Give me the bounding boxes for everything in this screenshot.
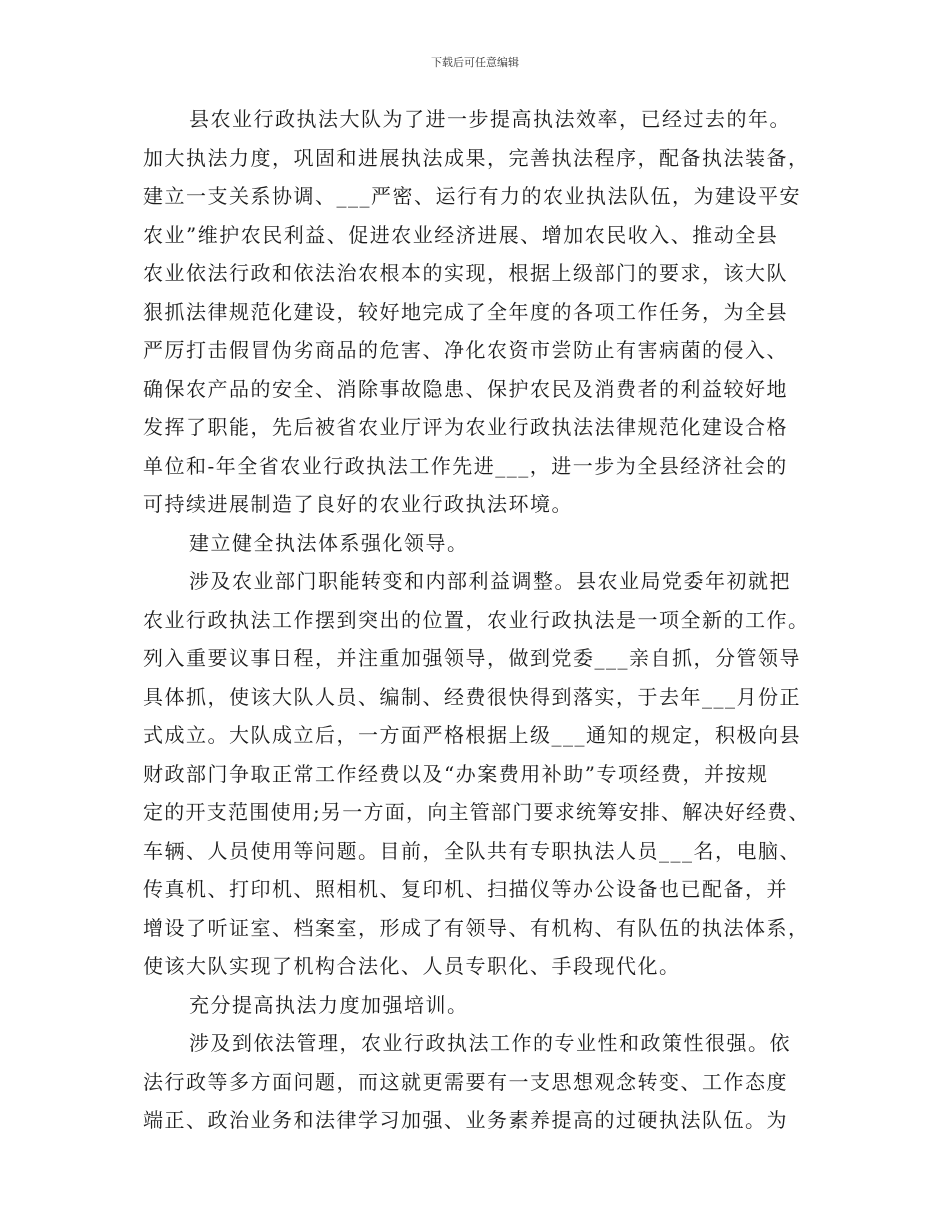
text-line: 式成立。大队成立后，一方面严格根据上级___通知的规定，积极向县 [143,723,801,747]
text-line: 使该大队实现了机构合法化、人员专职化、手段现代化。 [143,954,681,978]
text-line: 发挥了职能，先后被省农业厅评为农业行政执法法律规范化建设合格 [143,415,788,439]
page-header: 下载后可任意编辑 [431,56,519,69]
text-line: 单位和-年全省农业行政执法工作先进___，进一步为全县经济社会的 [143,453,788,478]
section-heading: 建立健全执法体系强化领导。 [189,530,469,555]
text-line: 列入重要议事日程，并注重加强领导，做到党委___亲自抓，分管领导 [143,646,801,670]
text-line: 法行政等多方面问题，而这就更需要有一支思想观念转变、工作态度 [143,1069,788,1094]
text-line: 增设了听证室、档案室，形成了有领导、有机构、有队伍的执法体系， [143,915,810,940]
text-line: 传真机、打印机、照相机、复印机、扫描仪等办公设备也已配备，并 [143,877,788,901]
text-line: 农业”维护农民利益、促进农业经济进展、增加农民收入、推动全县 [143,222,779,247]
text-line: 车辆、人员使用等问题。目前，全队共有专职执法人员___名，电脑、 [143,838,801,863]
text-line: 严厉打击假冒伪劣商品的危害、净化农资市尝防止有害病菌的侵入、 [143,338,788,362]
text-line: 可持续进展制造了良好的农业行政执法环境。 [143,492,573,516]
text-line: 具体抓，使该大队人员、编制、经费很快得到落实，于去年___月份正 [143,684,801,709]
text-line: 财政部门争取正常工作经费以及“办案费用补助”专项经费，并按规 [143,761,769,786]
text-line: 确保农产品的安全、消除事故隐患、保护农民及消费者的利益较好地 [143,376,788,401]
text-line: 狠抓法律规范化建设，较好地完成了全年度的各项工作任务，为全县 [143,299,788,324]
document-body [143,100,813,1140]
text-line: 建立一支关系协调、___严密、运行有力的农业执法队伍，为建设平安 [143,184,801,208]
text-line: 端正、政治业务和法律学习加强、业务素养提高的过硬执法队伍。为 [143,1108,788,1132]
text-line: 县农业行政执法大队为了进一步提高执法效率，已经过去的年。 [189,107,791,131]
text-line: 涉及农业部门职能转变和内部利益调整。县农业局党委年初就把 [189,569,791,593]
text-line: 涉及到依法管理，农业行政执法工作的专业性和政策性很强。依 [189,1031,791,1055]
text-line: 农业行政执法工作摆到突出的位置，农业行政执法是一项全新的工作。 [143,607,810,632]
section-heading: 充分提高执法力度加强培训。 [189,992,469,1017]
text-line: 定的开支范围使用;另一方面，向主管部门要求统筹安排、解决好经费、 [143,800,810,824]
text-line: 加大执法力度，巩固和进展执法成果，完善执法程序，配备执法装备， [143,145,810,170]
text-line: 农业依法行政和依法治农根本的实现，根据上级部门的要求，该大队 [143,261,788,285]
